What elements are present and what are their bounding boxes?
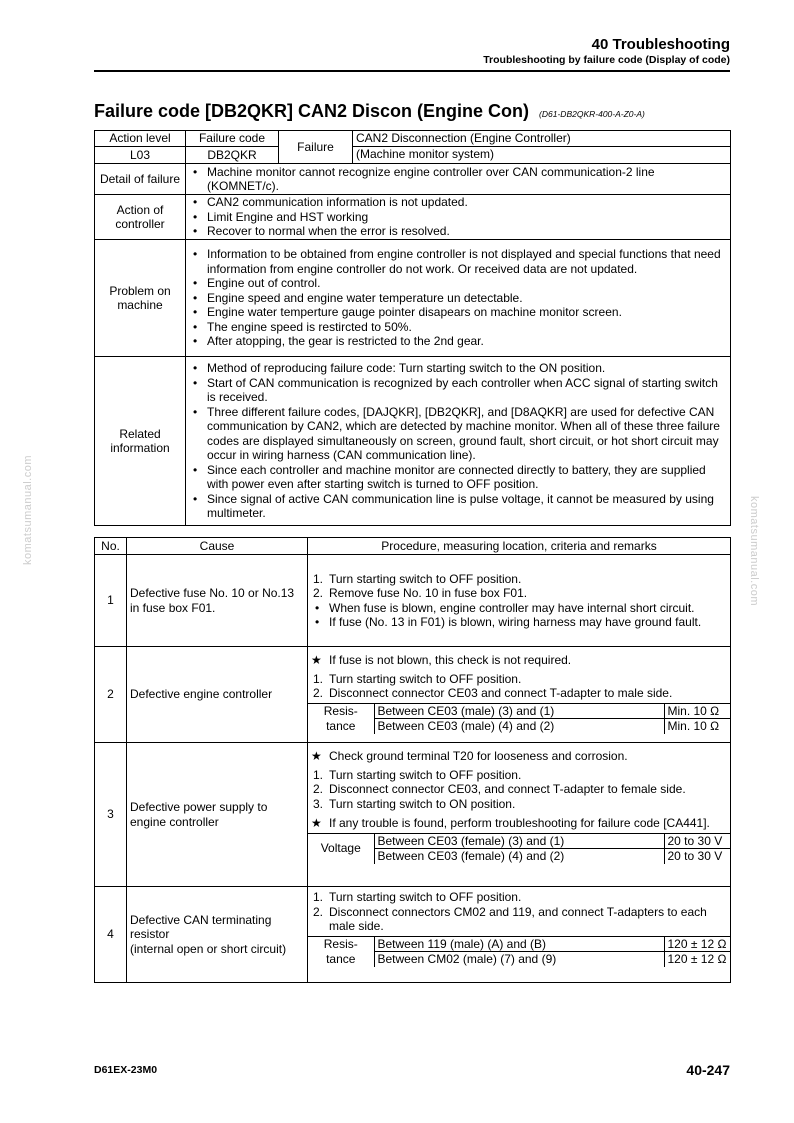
measurement-type: Voltage	[308, 833, 374, 864]
star-icon: ★	[311, 816, 322, 830]
procedure-step	[313, 796, 727, 812]
measurement-location: Between CE03 (male) (4) and (2)	[374, 719, 664, 734]
procedure-cell	[308, 887, 731, 983]
bullet-item: • Engine speed and engine water temperature un detectable.	[207, 291, 727, 306]
header-divider	[94, 70, 730, 72]
measurement-criteria: Min. 10 Ω	[664, 719, 730, 734]
related-content	[186, 357, 731, 526]
star-note-text: Check ground terminal T20 for looseness and corrosion.	[329, 749, 628, 763]
no-header: No.	[95, 538, 127, 555]
procedure-cell	[308, 743, 731, 887]
measurement-location: Between CE03 (female) (3) and (1)	[374, 833, 664, 849]
step-number: 2.	[313, 782, 324, 796]
failure-header: Failure	[279, 131, 353, 164]
procedure-step	[313, 671, 727, 687]
step-text: Turn starting switch to OFF position.	[329, 767, 522, 782]
measurement-table	[308, 936, 730, 967]
step-text: Disconnect connectors CM02 and 119, and connect T-adapters to each male side.	[329, 904, 707, 933]
bullet-item: • Since each controller and machine monitor are connected directly to battery, they are supplied with power even after starting switch is turned to OFF position.	[207, 463, 727, 492]
bullet-item: • Three different failure codes, [DAJQKR], [DB2QKR], and [D8AQKR] are used for defective CAN communication by CAN2, which are detected by machine monitor. When all of these three failure codes are displayed simultaneously on screen, ground fault, short circuit, or hot short circuit may occur in wiring harness (CAN communication line).	[207, 405, 727, 463]
measurement-criteria: 20 to 30 V	[664, 833, 730, 849]
step-number: 2.	[313, 586, 324, 600]
bullet-item: • CAN2 communication information is not updated.	[207, 195, 727, 210]
procedure-cell	[308, 647, 731, 743]
step-text: Disconnect connector CE03 and connect T-adapter to male side.	[329, 686, 673, 700]
procedure-header: Procedure, measuring location, criteria and remarks	[308, 538, 731, 555]
cause-text: Defective engine controller	[127, 647, 308, 743]
bullet-item: • Start of CAN communication is recognized by each controller when ACC signal of starting switch is received.	[207, 376, 727, 405]
step-text: Turn starting switch to OFF position.	[329, 571, 522, 586]
failure-info-table	[94, 130, 731, 526]
failure-description-1: CAN2 Disconnection (Engine Controller)	[353, 131, 731, 147]
watermark-left: komatsumanual.com	[22, 455, 34, 565]
measurement-location: Between CE03 (male) (3) and (1)	[374, 703, 664, 719]
star-icon: ★	[311, 749, 322, 763]
step-text: Turn starting switch to OFF position.	[329, 890, 522, 904]
step-number: 1.	[313, 890, 324, 904]
star-note	[311, 653, 727, 668]
watermark-right: komatsumanual.com	[748, 496, 760, 606]
star-note	[311, 749, 727, 764]
chapter-title: 40 Troubleshooting	[591, 36, 730, 53]
step-number: 2.	[313, 904, 324, 919]
cause-table	[94, 537, 731, 983]
step-number: 1.	[313, 767, 324, 782]
procedure-step	[313, 686, 727, 701]
measurement-table	[308, 703, 730, 734]
measurement-criteria: 20 to 30 V	[664, 849, 730, 864]
action-content	[186, 195, 731, 240]
cause-text-note: (internal open or short circuit)	[130, 941, 287, 956]
bullet-item: • After atopping, the gear is restricted to the 2nd gear.	[207, 334, 727, 349]
bullet-item: • Machine monitor cannot recognize engine controller over CAN communication-2 line (KOMNET/c).	[207, 165, 727, 194]
star-icon: ★	[311, 653, 322, 667]
bullet-item: • Method of reproducing failure code: Turn starting switch to the ON position.	[207, 361, 727, 376]
bullet-item: • When fuse is blown, engine controller may have internal short circuit.	[329, 601, 727, 616]
step-number: 1.	[313, 671, 324, 686]
title-reference-code: (D61-DB2QKR-400-A-Z0-A)	[539, 109, 645, 119]
measurement-location: Between 119 (male) (A) and (B)	[374, 936, 664, 952]
detail-content	[186, 164, 731, 195]
step-text: Disconnect connector CE03, and connect T-adapter to female side.	[329, 782, 686, 796]
bullet-item: • Since signal of active CAN communication line is pulse voltage, it cannot be measured by using multimeter.	[207, 492, 727, 521]
bullet-item: • Limit Engine and HST working	[207, 210, 727, 225]
cause-text: Defective power supply to engine controller	[127, 743, 308, 887]
failure-code-value: DB2QKR	[186, 147, 279, 164]
cause-number: 3	[95, 743, 127, 887]
document-number: D61EX-23M0	[94, 1064, 158, 1076]
measurement-criteria: 120 ± 12 Ω	[664, 952, 730, 967]
failure-description-2: (Machine monitor system)	[353, 147, 731, 164]
action-label: Action of controller	[95, 195, 186, 240]
star-note	[311, 816, 727, 831]
cause-header: Cause	[127, 538, 308, 555]
procedure-step	[313, 586, 727, 601]
step-number: 1.	[313, 571, 324, 586]
page-title-text: Failure code [DB2QKR] CAN2 Discon (Engine Con)	[94, 101, 530, 121]
bullet-item: • Information to be obtained from engine controller is not displayed and special functions that need information from engine controller do not work. Or received data are not updated.	[207, 247, 727, 276]
cause-text: Defective fuse No. 10 or No.13 in fuse box F01.	[127, 555, 308, 647]
step-text: Turn starting switch to ON position.	[329, 796, 516, 811]
measurement-criteria: Min. 10 Ω	[664, 703, 730, 719]
failure-code-header: Failure code	[186, 131, 279, 147]
cause-number: 4	[95, 887, 127, 983]
page-title	[94, 101, 645, 122]
cause-text-main: Defective CAN terminating resistor	[130, 912, 272, 942]
bullet-item: • The engine speed is restircted to 50%.	[207, 320, 727, 335]
detail-label: Detail of failure	[95, 164, 186, 195]
measurement-criteria: 120 ± 12 Ω	[664, 936, 730, 952]
measurement-type: Resis- tance	[308, 936, 374, 967]
procedure-step	[313, 890, 727, 905]
step-number: 3.	[313, 796, 324, 811]
step-text: Turn starting switch to OFF position.	[329, 671, 522, 686]
page-number: 40-247	[686, 1062, 730, 1078]
step-text: Remove fuse No. 10 in fuse box F01.	[329, 586, 528, 600]
star-note-text: If fuse is not blown, this check is not required.	[329, 653, 572, 667]
section-subtitle: Troubleshooting by failure code (Display of code)	[483, 54, 730, 66]
action-level-header: Action level	[95, 131, 186, 147]
bullet-item: • If fuse (No. 13 in F01) is blown, wiring harness may have ground fault.	[329, 615, 727, 630]
problem-label: Problem on machine	[95, 240, 186, 357]
measurement-location: Between CE03 (female) (4) and (2)	[374, 849, 664, 864]
procedure-step	[313, 904, 727, 934]
star-note-text: If any trouble is found, perform troubleshooting for failure code [CA441].	[329, 816, 710, 830]
procedure-step	[313, 571, 727, 587]
cause-number: 1	[95, 555, 127, 647]
bullet-item: • Recover to normal when the error is resolved.	[207, 224, 727, 239]
procedure-step	[313, 782, 727, 797]
action-level-value: L03	[95, 147, 186, 164]
related-label: Related information	[95, 357, 186, 526]
step-number: 2.	[313, 686, 324, 700]
measurement-location: Between CM02 (male) (7) and (9)	[374, 952, 664, 967]
cause-text	[127, 887, 308, 983]
procedure-step	[313, 767, 727, 783]
bullet-item: • Engine water temperture gauge pointer disapears on machine monitor screen.	[207, 305, 727, 320]
procedure-cell	[308, 555, 731, 647]
bullet-item: • Engine out of control.	[207, 276, 727, 291]
measurement-type: Resis- tance	[308, 703, 374, 734]
measurement-table	[308, 833, 730, 864]
cause-number: 2	[95, 647, 127, 743]
problem-content	[186, 240, 731, 357]
